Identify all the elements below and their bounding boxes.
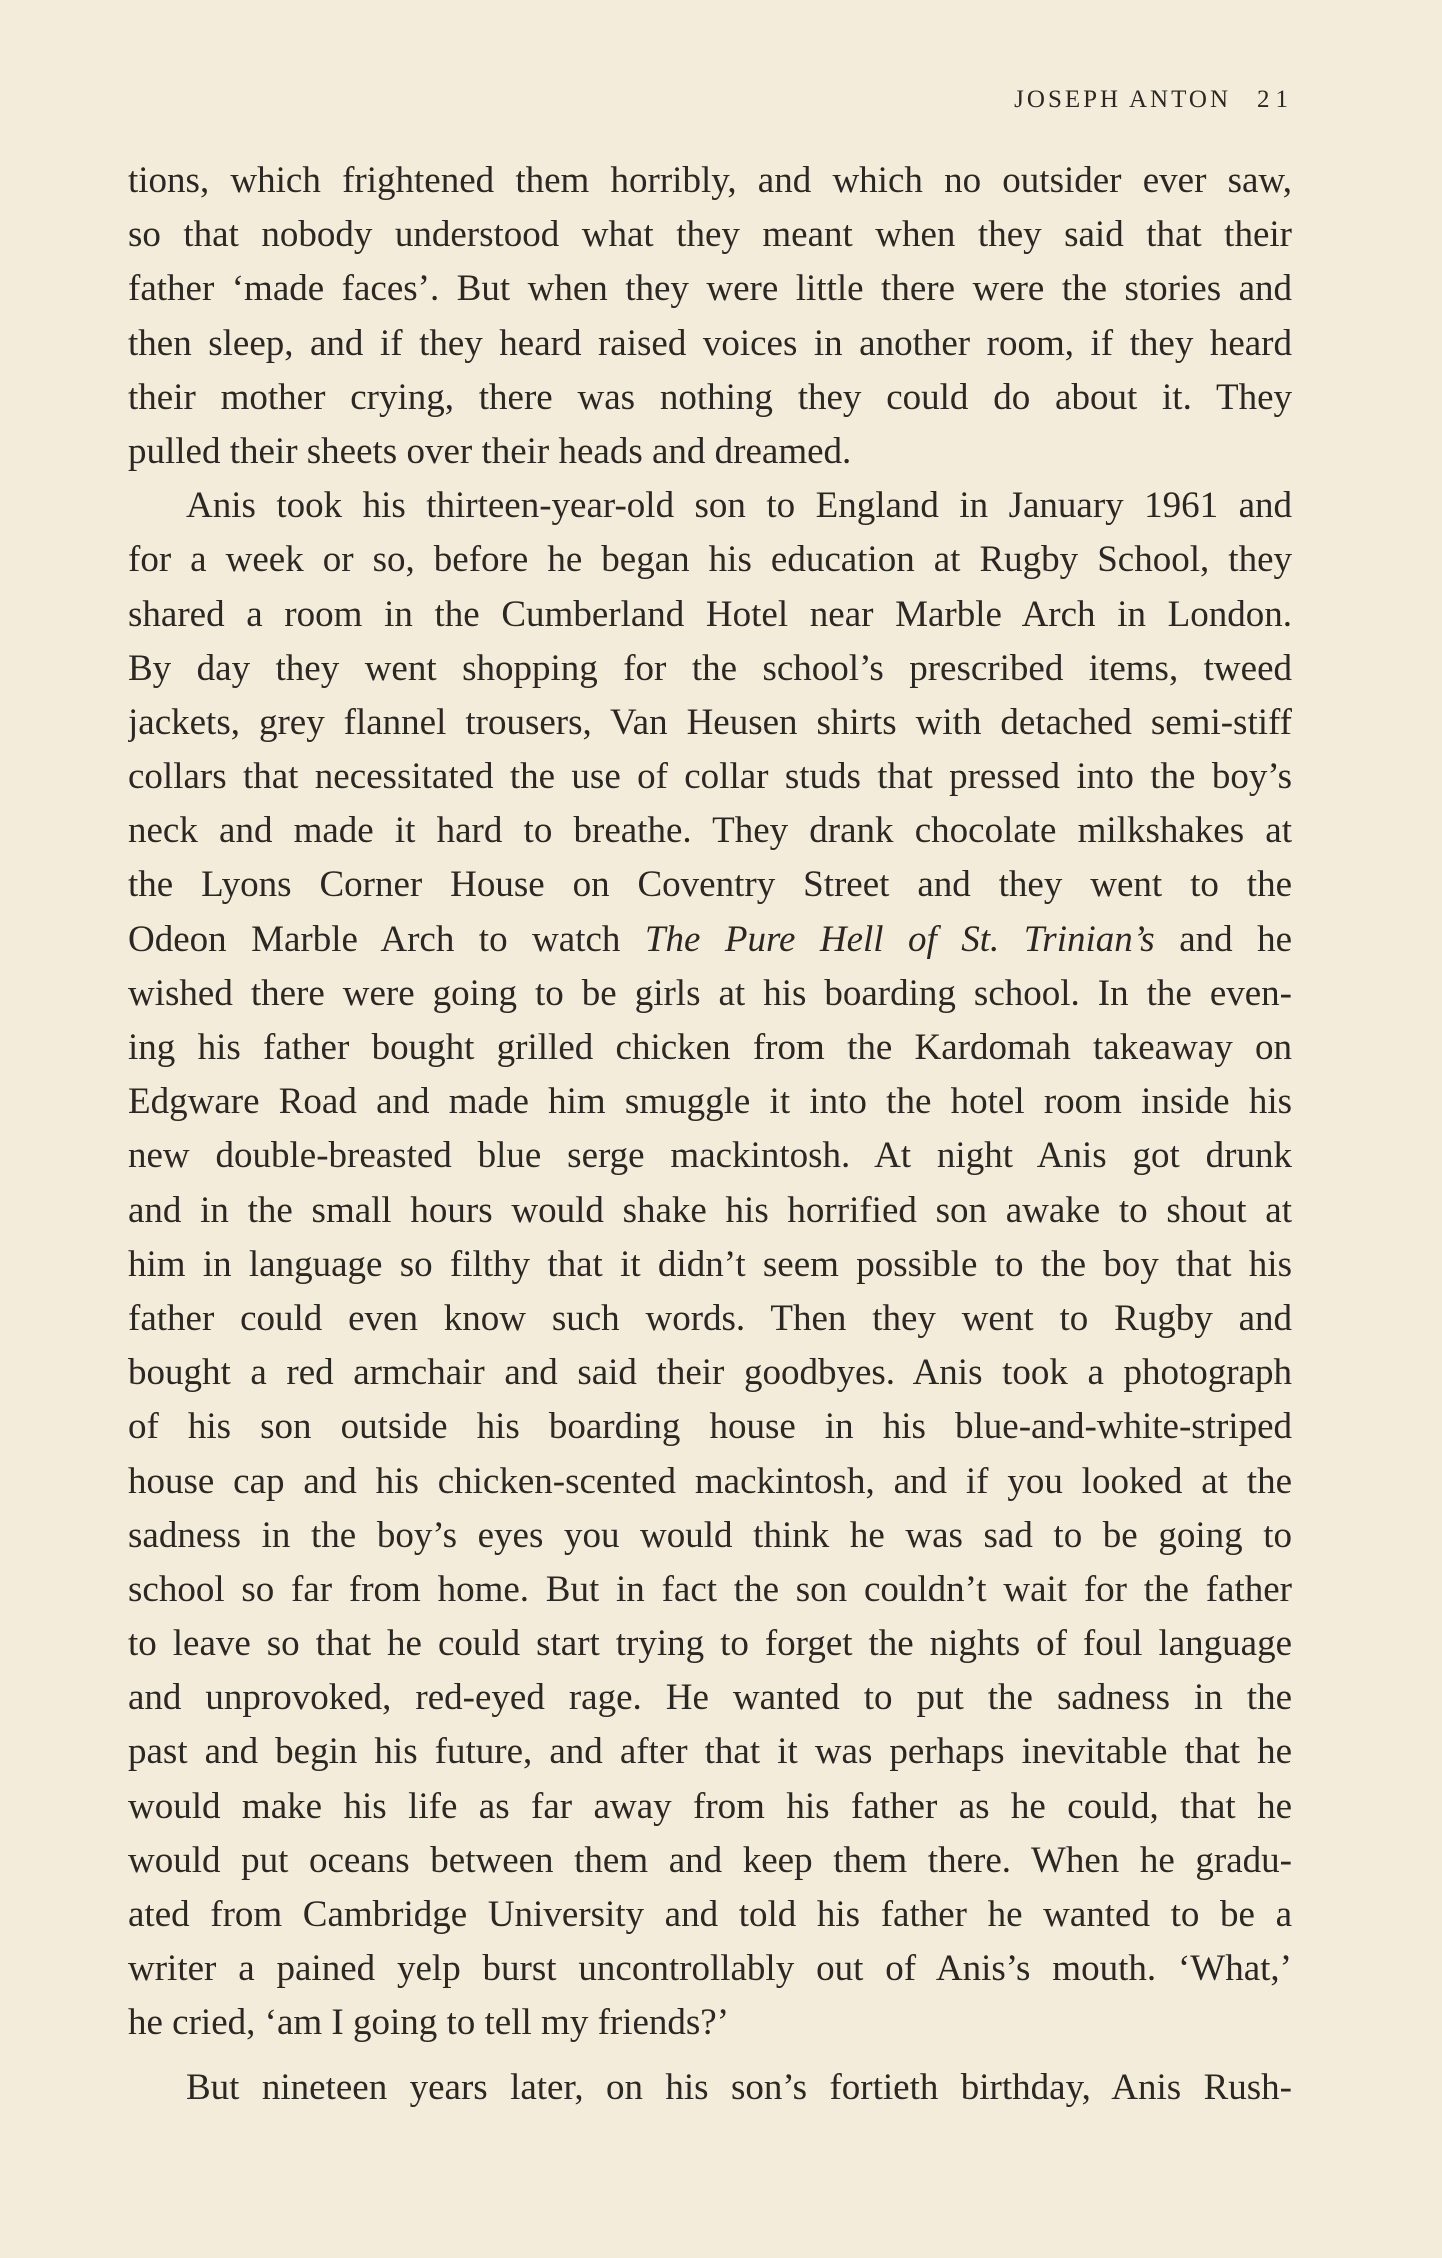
text-line: tions, which frightened them horribly, and which no outsider ever saw, <box>128 160 1292 201</box>
running-head-title: JOSEPH ANTON <box>1014 86 1231 113</box>
text-line: wished there were going to be girls at his boarding school. In the even- <box>128 972 1292 1014</box>
text-line-film-title <box>128 913 1292 967</box>
text-line: But nineteen years later, on his son’s fortieth birthday, Anis Rush- <box>186 2066 1292 2108</box>
odeon-line-before: Odeon Marble Arch to watch <box>128 918 621 960</box>
text-line: their mother crying, there was nothing they could do about it. They <box>128 376 1292 418</box>
text-line: would make his life as far away from his father as he could, that he <box>128 1785 1292 1827</box>
text-line: him in language so filthy that it didn’t seem possible to the boy that his <box>128 1243 1292 1285</box>
text-line: and unprovoked, red-eyed rage. He wanted to put the sadness in the <box>128 1677 1292 1719</box>
text-line: house cap and his chicken-scented mackintosh, and if you looked at the <box>128 1460 1292 1502</box>
text-line: pulled their sheets over their heads and dreamed. <box>128 430 852 472</box>
text-line: ing his father bought grilled chicken from the Kardomah takeaway on <box>128 1027 1292 1068</box>
text-line: writer a pained yelp burst uncontrollably out of Anis’s mouth. ‘What,’ <box>128 1948 1292 1990</box>
text-line: to leave so that he could start trying to forget the nights of foul language <box>128 1623 1292 1665</box>
text-line: jackets, grey flannel trousers, Van Heusen shirts with detached semi-stiff <box>128 701 1292 743</box>
text-line: shared a room in the Cumberland Hotel near Marble Arch in London. <box>128 593 1292 635</box>
text-line: Anis took his thirteen-year-old son to England in January 1961 and <box>186 485 1292 527</box>
film-title: The Pure Hell of St. Trinian’s <box>644 918 1155 960</box>
text-line: so that nobody understood what they meant when they said that their <box>128 214 1292 256</box>
text-line: father ‘made faces’. But when they were little there were the stories and <box>128 268 1292 310</box>
text-line: would put oceans between them and keep them there. When he gradu- <box>128 1839 1292 1881</box>
text-line: collars that necessitated the use of collar studs that pressed into the boy’s <box>128 756 1292 798</box>
body-text <box>128 154 1292 2115</box>
text-line: of his son outside his boarding house in his blue-and-white-striped <box>128 1406 1292 1448</box>
text-line: he cried, ‘am I going to tell my friends?’ <box>128 2002 730 2044</box>
text-line: past and begin his future, and after that it was perhaps inevitable that he <box>128 1731 1292 1773</box>
odeon-line-after: and he <box>1179 918 1292 960</box>
text-line: sadness in the boy’s eyes you would think he was sad to be going to <box>128 1514 1292 1556</box>
text-line: school so far from home. But in fact the son couldn’t wait for the father <box>128 1568 1292 1610</box>
text-line: Edgware Road and made him smuggle it into the hotel room inside his <box>128 1081 1292 1123</box>
text-line: bought a red armchair and said their goodbyes. Anis took a photograph <box>128 1352 1292 1394</box>
text-line: the Lyons Corner House on Coventry Street and they went to the <box>128 864 1292 906</box>
text-line: father could even know such words. Then they went to Rugby and <box>128 1297 1292 1339</box>
text-line: then sleep, and if they heard raised voices in another room, if they heard <box>128 322 1292 364</box>
text-line: By day they went shopping for the school’s prescribed items, tweed <box>128 647 1292 689</box>
text-line: for a week or so, before he began his education at Rugby School, they <box>128 539 1292 581</box>
text-line: new double-breasted blue serge mackintosh. At night Anis got drunk <box>128 1135 1292 1177</box>
text-line: neck and made it hard to breathe. They drank chocolate milkshakes at <box>128 810 1292 852</box>
text-line: and in the small hours would shake his horrified son awake to shout at <box>128 1189 1292 1231</box>
page-number: 21 <box>1257 86 1294 113</box>
text-line: ated from Cambridge University and told his father he wanted to be a <box>128 1894 1292 1935</box>
running-head <box>1014 86 1294 114</box>
